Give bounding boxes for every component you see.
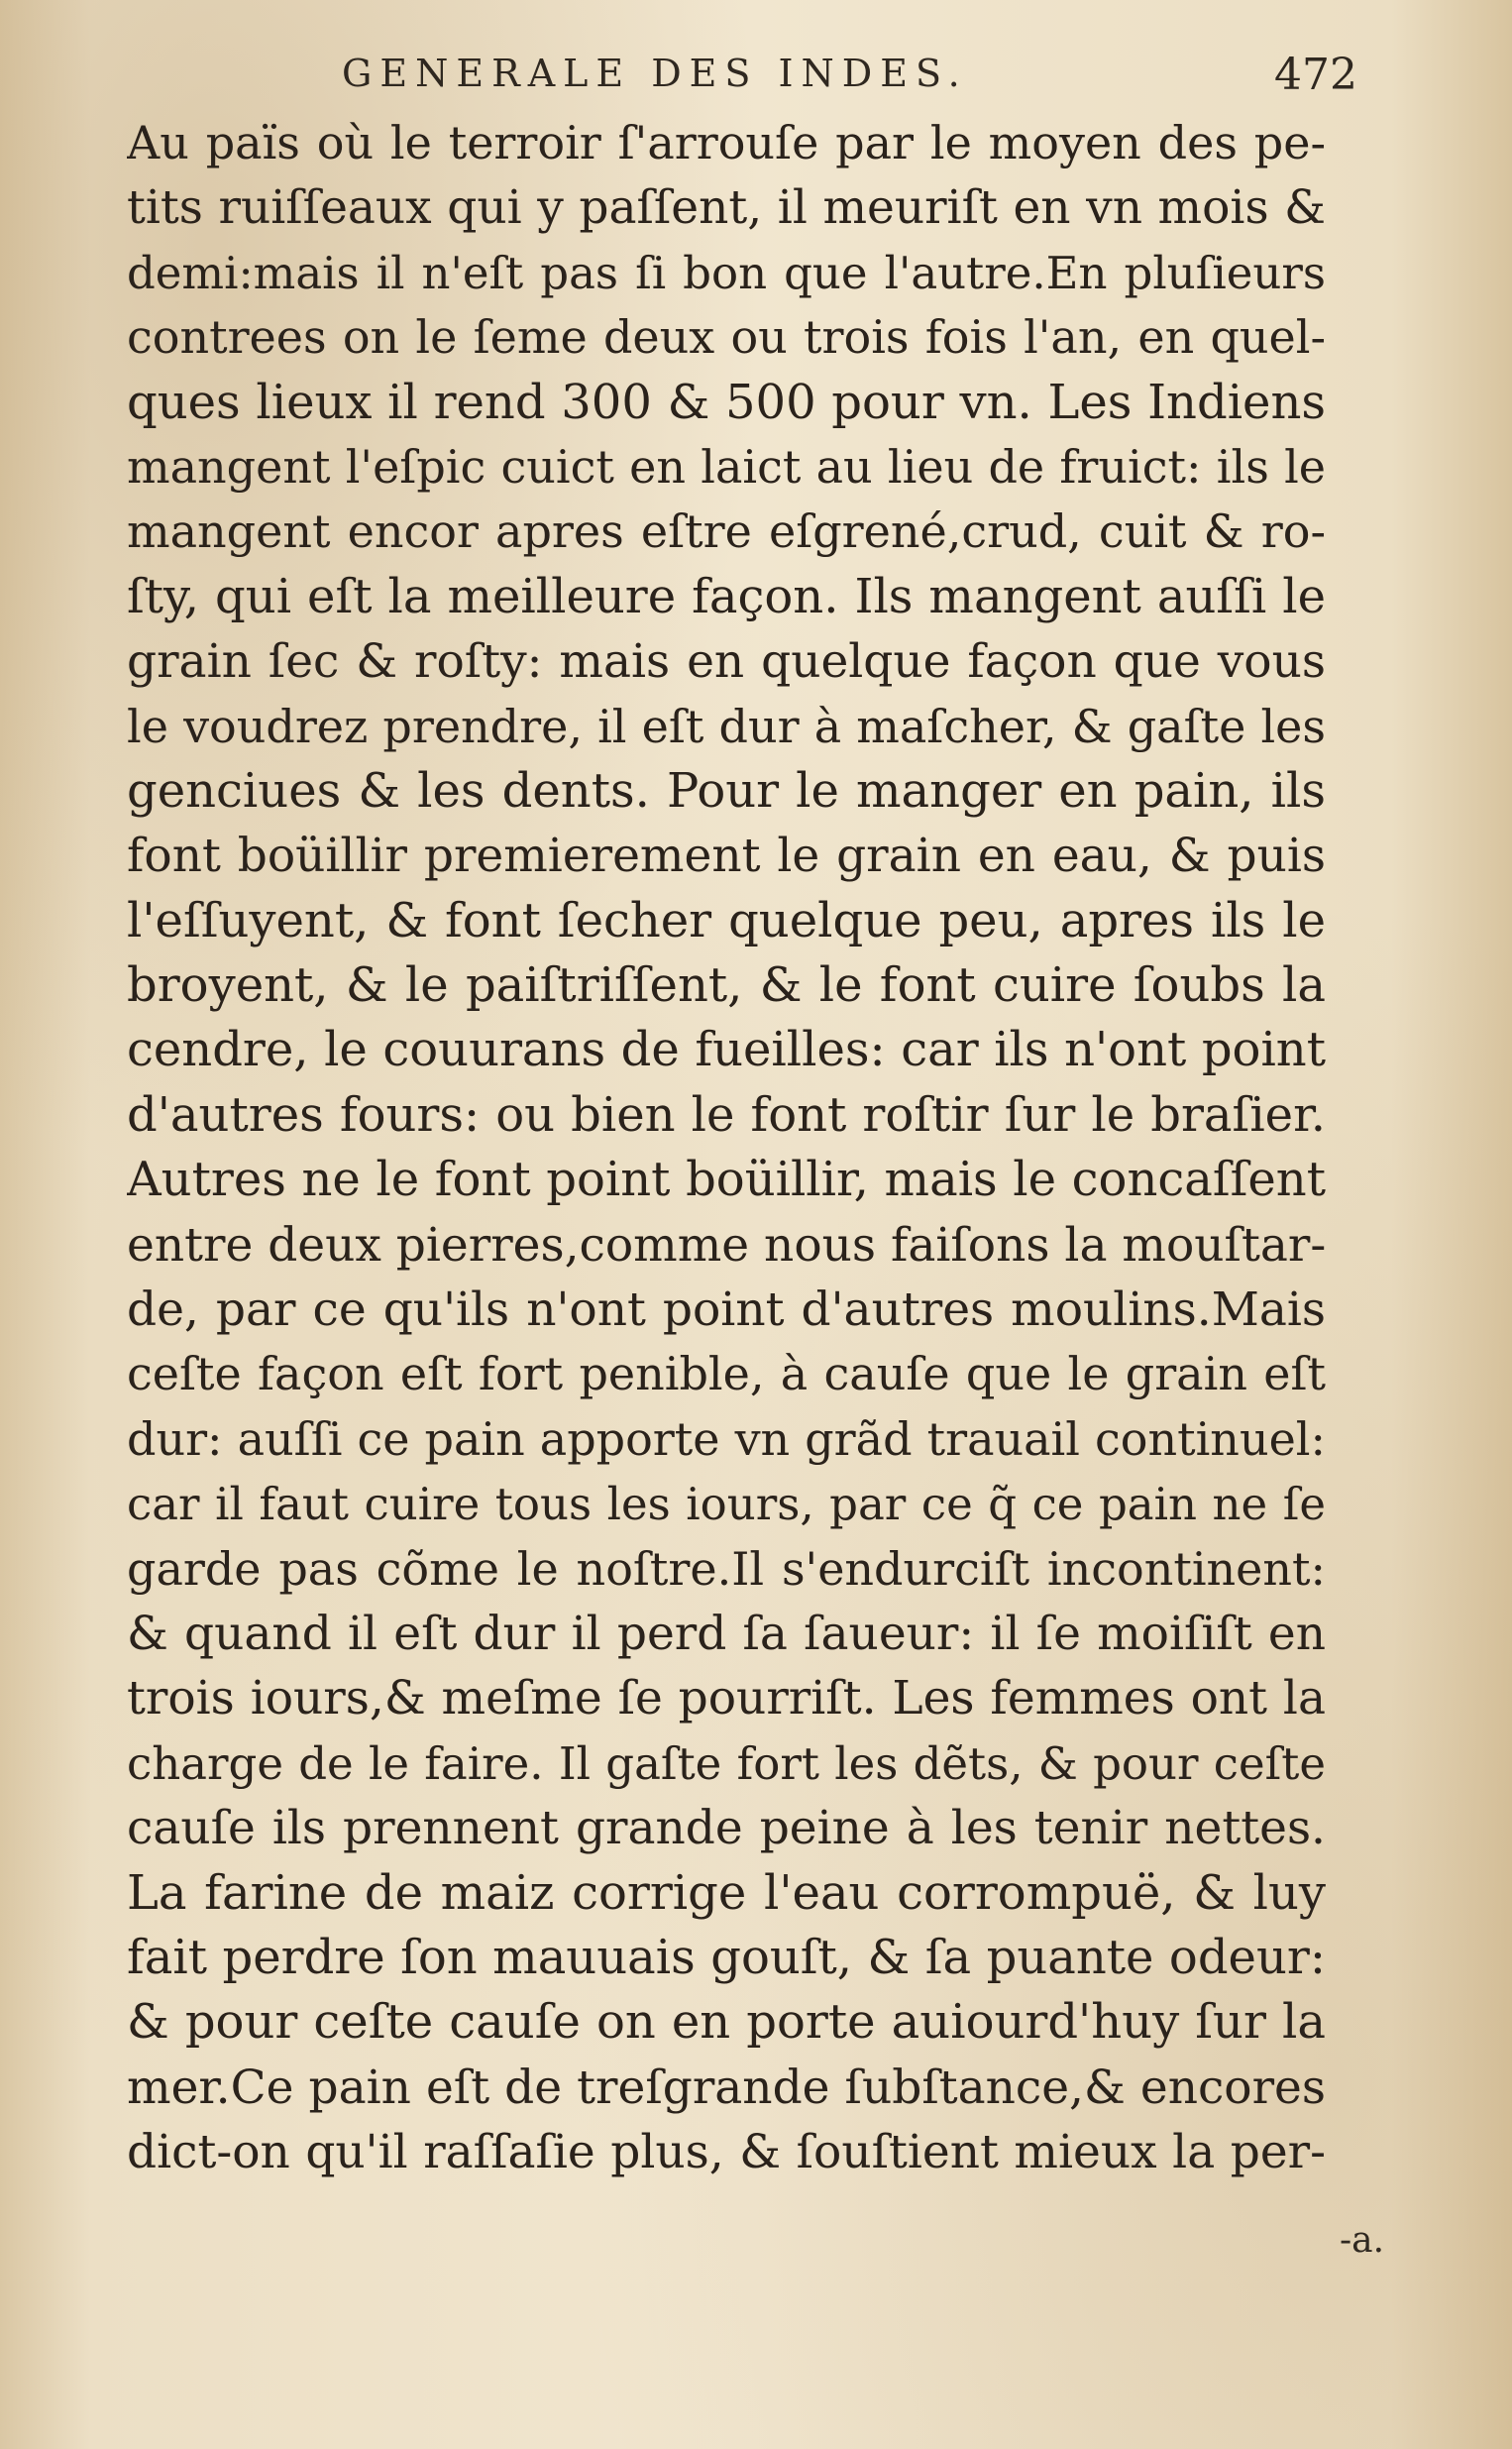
page-number: 472 — [1274, 50, 1357, 100]
text-line: broyent, & le paiſtriſſent, & le font cuire ſoubs la — [127, 957, 1326, 1014]
text-line: cendre, le couurans de fueilles: car ils n'ont point — [127, 1022, 1326, 1078]
body-text — [127, 111, 1326, 2185]
text-line: dict-on qu'il raſſaſie plus, & ſouſtient mieux la per- — [127, 2125, 1326, 2180]
text-line: ceſte façon eſt fort penible, à cauſe que le grain eſt — [127, 1347, 1326, 1401]
text-line: dur: auſſi ce pain apporte vn grãd trauail continuel: — [127, 1411, 1326, 1466]
text-line: Autres ne le font point boüillir, mais le concaſſent — [127, 1152, 1326, 1208]
catchword: -a. — [1340, 2220, 1385, 2261]
text-line: & quand il eſt dur il perd ſa ſaueur: il ſe moiſiſt en — [127, 1606, 1326, 1661]
text-line: grain ſec & roſty: mais en quelque façon que vous — [127, 634, 1326, 690]
text-line: ques lieux il rend 300 & 500 pour vn. Les Indiens — [127, 374, 1326, 430]
text-line: mer.Ce pain eſt de treſgrande ſubſtance,& encores — [127, 2059, 1326, 2115]
text-line: cauſe ils prennent grande peine à les tenir nettes. — [127, 1801, 1326, 1856]
text-line: trois iours,& meſme ſe pourriſt. Les femmes ont la — [127, 1671, 1326, 1726]
text-line: Au païs où le terroir ſ'arrouſe par le moyen des pe- — [127, 116, 1326, 169]
text-line: tits ruiſſeaux qui y paſſent, il meuriſt en vn mois & — [127, 180, 1326, 236]
text-line: & pour ceſte cauſe on en porte auiourd'huy ſur la — [127, 1994, 1326, 2051]
text-line: mangent l'eſpic cuict en laict au lieu de fruict: ils le — [127, 439, 1326, 494]
text-line: font boüillir premierement le grain en eau, & puis — [127, 829, 1326, 884]
text-line: La farine de maiz corrige l'eau corrompuë, & luy — [127, 1864, 1326, 1921]
text-line: contrees on le ſeme deux ou trois fois l'an, en quel- — [127, 310, 1326, 365]
text-line: genciues & les dents. Pour le manger en pain, ils — [127, 762, 1326, 819]
text-line: de, par ce qu'ils n'ont point d'autres moulins.Mais — [127, 1282, 1326, 1338]
text-line: l'eſſuyent, & font ſecher quelque peu, apres ils le — [127, 892, 1326, 948]
text-line: ſty, qui eſt la meilleure façon. Ils mangent auſſi le — [127, 568, 1326, 624]
page-header — [129, 46, 1357, 115]
text-line: demi:mais il n'eſt pas ſi bon que l'autre.En pluſieurs — [127, 246, 1326, 299]
text-line: garde pas cõme le noſtre.Il s'endurciſt incontinent: — [127, 1541, 1326, 1596]
text-line: fait perdre ſon mauuais gouſt, & ſa puante odeur: — [127, 1929, 1326, 1985]
text-line: car il faut cuire tous les iours, par ce q̃ ce pain ne ſe — [127, 1478, 1326, 1531]
running-title: GENERALE DES INDES. — [342, 52, 968, 95]
text-line: d'autres fours: ou bien le font roſtir ſur le braſier. — [127, 1086, 1326, 1143]
text-line: le voudrez prendre, il eſt dur à maſcher, & gaſte les — [127, 699, 1326, 753]
text-line: entre deux pierres,comme nous faiſons la mouſtar- — [127, 1217, 1326, 1273]
text-line: charge de le faire. Il gaſte fort les dẽts, & pour ceſte — [127, 1736, 1326, 1790]
text-line: mangent encor apres eſtre eſgrené,crud, cuit & ro- — [127, 504, 1326, 559]
